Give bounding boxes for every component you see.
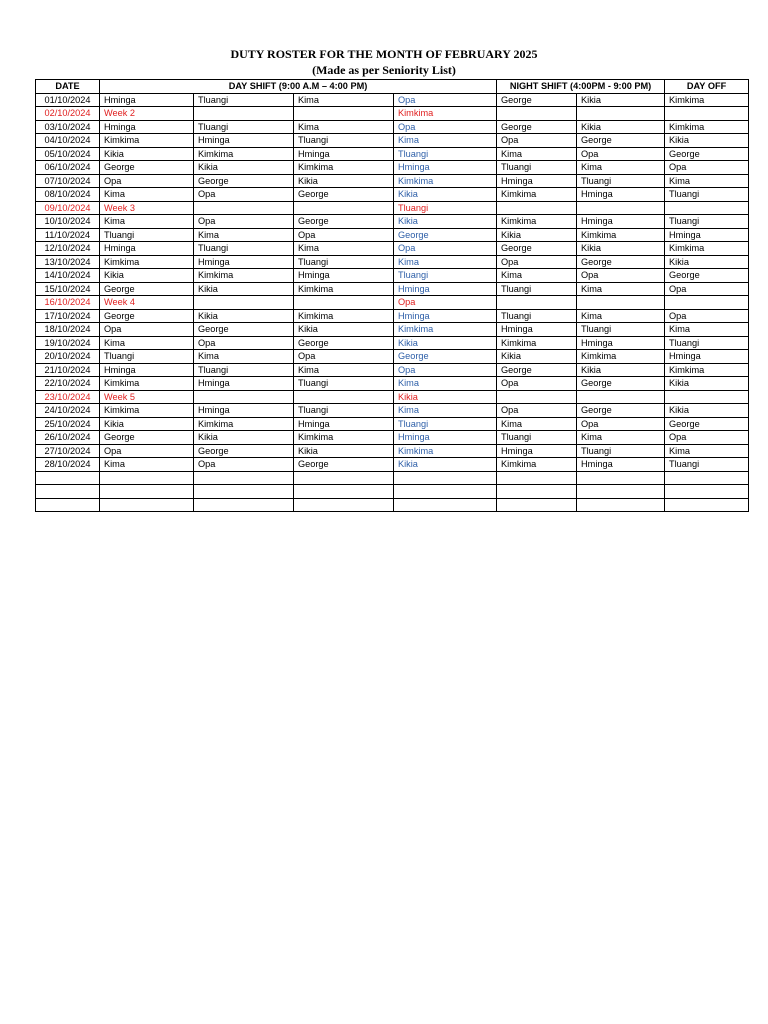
- day-shift-cell-1: Hminga: [100, 93, 194, 107]
- table-row: [36, 404, 749, 418]
- night-shift-cell-2: George: [577, 134, 665, 148]
- night-shift-cell-2: Kimkima: [577, 350, 665, 364]
- day-shift-cell-4: Kikia: [394, 215, 497, 229]
- day-shift-cell-4: Kikia: [394, 336, 497, 350]
- date-cell: 06/10/2024: [36, 161, 100, 175]
- day-shift-cell-3: Kima: [294, 120, 394, 134]
- table-row: [36, 458, 749, 472]
- day-shift-cell-2: Tluangi: [194, 363, 294, 377]
- day-shift-cell-4: Kima: [394, 404, 497, 418]
- date-cell: 24/10/2024: [36, 404, 100, 418]
- day-shift-cell-3: [294, 296, 394, 310]
- day-shift-cell-2: Kimkima: [194, 147, 294, 161]
- day-shift-cell-1: [100, 471, 194, 485]
- date-cell: 22/10/2024: [36, 377, 100, 391]
- day-off-cell: Tluangi: [665, 336, 749, 350]
- date-cell: 03/10/2024: [36, 120, 100, 134]
- day-shift-cell-3: Hminga: [294, 417, 394, 431]
- date-cell: 26/10/2024: [36, 431, 100, 445]
- night-shift-cell-2: Kikia: [577, 363, 665, 377]
- day-shift-cell-4: [394, 498, 497, 512]
- day-shift-cell-1: George: [100, 309, 194, 323]
- day-shift-cell-3: Kimkima: [294, 161, 394, 175]
- day-shift-cell-3: Tluangi: [294, 377, 394, 391]
- table-row: [36, 147, 749, 161]
- day-shift-cell-2: Hminga: [194, 404, 294, 418]
- date-cell: 12/10/2024: [36, 242, 100, 256]
- day-shift-cell-4: Hminga: [394, 309, 497, 323]
- day-shift-cell-2: Kikia: [194, 282, 294, 296]
- table-row: [36, 350, 749, 364]
- night-shift-cell-1: Kima: [497, 269, 577, 283]
- night-shift-cell-1: Tluangi: [497, 161, 577, 175]
- day-off-cell: Kikia: [665, 377, 749, 391]
- night-shift-cell-1: Hminga: [497, 323, 577, 337]
- day-shift-cell-3: George: [294, 336, 394, 350]
- night-shift-cell-1: Tluangi: [497, 282, 577, 296]
- day-off-cell: Kimkima: [665, 363, 749, 377]
- day-shift-cell-3: Tluangi: [294, 404, 394, 418]
- date-cell: 07/10/2024: [36, 174, 100, 188]
- table-row: [36, 242, 749, 256]
- day-shift-cell-2: Hminga: [194, 134, 294, 148]
- day-shift-cell-4: Opa: [394, 296, 497, 310]
- day-shift-cell-3: Tluangi: [294, 134, 394, 148]
- table-row: [36, 107, 749, 121]
- day-shift-cell-1: Kima: [100, 458, 194, 472]
- night-shift-cell-1: Kimkima: [497, 188, 577, 202]
- day-shift-cell-1: Week 5: [100, 390, 194, 404]
- day-off-cell: [665, 201, 749, 215]
- day-shift-cell-2: Hminga: [194, 377, 294, 391]
- night-shift-cell-1: [497, 485, 577, 499]
- day-shift-cell-3: [294, 498, 394, 512]
- night-shift-cell-2: Hminga: [577, 336, 665, 350]
- date-cell: [36, 498, 100, 512]
- day-shift-cell-1: George: [100, 431, 194, 445]
- day-shift-cell-4: Hminga: [394, 161, 497, 175]
- night-shift-cell-1: Opa: [497, 134, 577, 148]
- table-row: [36, 255, 749, 269]
- roster-body: [36, 93, 749, 512]
- day-shift-cell-3: Kima: [294, 93, 394, 107]
- day-off-cell: [665, 107, 749, 121]
- night-shift-cell-2: Tluangi: [577, 444, 665, 458]
- table-row: [36, 174, 749, 188]
- day-shift-cell-3: Hminga: [294, 147, 394, 161]
- day-shift-cell-3: [294, 471, 394, 485]
- day-shift-cell-2: Kikia: [194, 161, 294, 175]
- night-shift-cell-2: [577, 498, 665, 512]
- day-off-cell: Tluangi: [665, 215, 749, 229]
- night-shift-cell-1: Kimkima: [497, 336, 577, 350]
- day-shift-cell-3: Tluangi: [294, 255, 394, 269]
- table-row: [36, 390, 749, 404]
- day-shift-cell-4: Tluangi: [394, 201, 497, 215]
- date-cell: [36, 471, 100, 485]
- table-row: [36, 161, 749, 175]
- night-shift-cell-2: Hminga: [577, 215, 665, 229]
- day-off-cell: Kimkima: [665, 242, 749, 256]
- day-shift-cell-4: Kima: [394, 134, 497, 148]
- day-shift-cell-3: [294, 201, 394, 215]
- night-shift-cell-1: [497, 390, 577, 404]
- night-shift-cell-2: George: [577, 377, 665, 391]
- day-shift-cell-1: Opa: [100, 444, 194, 458]
- table-row: [36, 120, 749, 134]
- day-shift-cell-4: Tluangi: [394, 269, 497, 283]
- date-cell: 04/10/2024: [36, 134, 100, 148]
- table-row: [36, 363, 749, 377]
- day-shift-cell-3: George: [294, 458, 394, 472]
- date-cell: 10/10/2024: [36, 215, 100, 229]
- day-shift-cell-3: Kima: [294, 242, 394, 256]
- night-shift-cell-1: Kikia: [497, 228, 577, 242]
- day-shift-cell-1: Kima: [100, 188, 194, 202]
- day-shift-cell-3: Hminga: [294, 269, 394, 283]
- night-shift-cell-2: [577, 296, 665, 310]
- day-shift-cell-2: Kikia: [194, 431, 294, 445]
- duty-roster-table: [35, 79, 749, 512]
- day-off-cell: Kikia: [665, 134, 749, 148]
- table-row: [36, 444, 749, 458]
- date-cell: 19/10/2024: [36, 336, 100, 350]
- document-title: DUTY ROSTER FOR THE MONTH OF FEBRUARY 2025: [230, 47, 538, 61]
- day-shift-cell-4: Kimkima: [394, 174, 497, 188]
- header-day-shift: DAY SHIFT (9:00 A.M – 4:00 PM): [100, 80, 497, 94]
- night-shift-cell-1: George: [497, 93, 577, 107]
- day-shift-cell-2: Hminga: [194, 255, 294, 269]
- day-off-cell: Kimkima: [665, 93, 749, 107]
- night-shift-cell-1: Kima: [497, 147, 577, 161]
- day-shift-cell-3: [294, 485, 394, 499]
- date-cell: 17/10/2024: [36, 309, 100, 323]
- day-shift-cell-1: Hminga: [100, 120, 194, 134]
- date-cell: 09/10/2024: [36, 201, 100, 215]
- night-shift-cell-2: Kima: [577, 282, 665, 296]
- night-shift-cell-2: Tluangi: [577, 323, 665, 337]
- day-shift-cell-4: Tluangi: [394, 417, 497, 431]
- day-shift-cell-4: Kikia: [394, 188, 497, 202]
- header-row: [36, 80, 749, 94]
- day-shift-cell-1: Week 4: [100, 296, 194, 310]
- day-off-cell: Hminga: [665, 228, 749, 242]
- day-shift-cell-2: Kima: [194, 228, 294, 242]
- day-shift-cell-3: Opa: [294, 228, 394, 242]
- date-cell: 05/10/2024: [36, 147, 100, 161]
- day-shift-cell-2: Kimkima: [194, 417, 294, 431]
- table-row: [36, 188, 749, 202]
- day-shift-cell-4: Kima: [394, 377, 497, 391]
- night-shift-cell-1: Kima: [497, 417, 577, 431]
- document-subtitle: (Made as per Seniority List): [312, 63, 456, 77]
- night-shift-cell-2: [577, 201, 665, 215]
- night-shift-cell-2: [577, 390, 665, 404]
- night-shift-cell-1: Hminga: [497, 444, 577, 458]
- table-row: [36, 498, 749, 512]
- night-shift-cell-1: [497, 201, 577, 215]
- day-shift-cell-1: Tluangi: [100, 228, 194, 242]
- day-shift-cell-2: Opa: [194, 458, 294, 472]
- day-off-cell: Kikia: [665, 255, 749, 269]
- table-row: [36, 377, 749, 391]
- day-shift-cell-4: George: [394, 228, 497, 242]
- date-cell: 20/10/2024: [36, 350, 100, 364]
- night-shift-cell-2: Kima: [577, 309, 665, 323]
- day-shift-cell-2: Tluangi: [194, 120, 294, 134]
- day-shift-cell-3: George: [294, 215, 394, 229]
- day-off-cell: George: [665, 147, 749, 161]
- day-shift-cell-4: Kimkima: [394, 107, 497, 121]
- table-row: [36, 485, 749, 499]
- day-shift-cell-4: Tluangi: [394, 147, 497, 161]
- day-shift-cell-2: George: [194, 444, 294, 458]
- date-cell: 18/10/2024: [36, 323, 100, 337]
- day-shift-cell-1: George: [100, 282, 194, 296]
- day-shift-cell-1: Kima: [100, 336, 194, 350]
- night-shift-cell-2: Tluangi: [577, 174, 665, 188]
- day-shift-cell-2: Opa: [194, 215, 294, 229]
- day-off-cell: [665, 471, 749, 485]
- day-shift-cell-2: [194, 471, 294, 485]
- day-shift-cell-1: Kimkima: [100, 255, 194, 269]
- date-cell: 02/10/2024: [36, 107, 100, 121]
- day-shift-cell-2: [194, 485, 294, 499]
- night-shift-cell-2: Kima: [577, 161, 665, 175]
- day-off-cell: [665, 296, 749, 310]
- day-off-cell: George: [665, 269, 749, 283]
- night-shift-cell-2: Opa: [577, 269, 665, 283]
- day-shift-cell-1: Hminga: [100, 363, 194, 377]
- night-shift-cell-1: Opa: [497, 377, 577, 391]
- day-off-cell: Kimkima: [665, 120, 749, 134]
- day-shift-cell-4: Hminga: [394, 282, 497, 296]
- day-shift-cell-1: Week 2: [100, 107, 194, 121]
- day-shift-cell-3: Kikia: [294, 174, 394, 188]
- day-shift-cell-1: George: [100, 161, 194, 175]
- day-shift-cell-3: Kimkima: [294, 282, 394, 296]
- day-shift-cell-3: [294, 390, 394, 404]
- day-shift-cell-4: Kima: [394, 255, 497, 269]
- table-row: [36, 431, 749, 445]
- table-row: [36, 471, 749, 485]
- table-row: [36, 296, 749, 310]
- night-shift-cell-1: Opa: [497, 255, 577, 269]
- day-off-cell: Kima: [665, 444, 749, 458]
- day-shift-cell-1: Kimkima: [100, 134, 194, 148]
- day-shift-cell-2: Tluangi: [194, 242, 294, 256]
- day-shift-cell-4: Hminga: [394, 431, 497, 445]
- day-off-cell: George: [665, 417, 749, 431]
- table-row: [36, 269, 749, 283]
- day-shift-cell-4: [394, 471, 497, 485]
- table-row: [36, 417, 749, 431]
- night-shift-cell-2: Opa: [577, 147, 665, 161]
- day-shift-cell-3: Kikia: [294, 444, 394, 458]
- night-shift-cell-1: Kimkima: [497, 458, 577, 472]
- day-shift-cell-4: Opa: [394, 120, 497, 134]
- date-cell: 16/10/2024: [36, 296, 100, 310]
- day-shift-cell-4: Opa: [394, 242, 497, 256]
- day-shift-cell-2: Kikia: [194, 309, 294, 323]
- day-shift-cell-1: [100, 498, 194, 512]
- night-shift-cell-1: Tluangi: [497, 309, 577, 323]
- day-shift-cell-1: Kimkima: [100, 404, 194, 418]
- day-shift-cell-1: Opa: [100, 323, 194, 337]
- day-shift-cell-2: [194, 201, 294, 215]
- day-shift-cell-1: Tluangi: [100, 350, 194, 364]
- day-shift-cell-4: Kikia: [394, 390, 497, 404]
- date-cell: 21/10/2024: [36, 363, 100, 377]
- night-shift-cell-1: Tluangi: [497, 431, 577, 445]
- night-shift-cell-2: Hminga: [577, 188, 665, 202]
- date-cell: 13/10/2024: [36, 255, 100, 269]
- night-shift-cell-2: Kima: [577, 431, 665, 445]
- day-off-cell: Tluangi: [665, 188, 749, 202]
- night-shift-cell-1: Kikia: [497, 350, 577, 364]
- day-off-cell: [665, 485, 749, 499]
- date-cell: 28/10/2024: [36, 458, 100, 472]
- day-off-cell: Opa: [665, 161, 749, 175]
- night-shift-cell-1: George: [497, 363, 577, 377]
- night-shift-cell-2: [577, 485, 665, 499]
- day-off-cell: [665, 390, 749, 404]
- date-cell: 15/10/2024: [36, 282, 100, 296]
- night-shift-cell-2: Kikia: [577, 120, 665, 134]
- day-off-cell: Tluangi: [665, 458, 749, 472]
- night-shift-cell-2: Kimkima: [577, 228, 665, 242]
- day-shift-cell-1: Kikia: [100, 417, 194, 431]
- night-shift-cell-1: [497, 471, 577, 485]
- date-cell: 08/10/2024: [36, 188, 100, 202]
- day-off-cell: Opa: [665, 282, 749, 296]
- day-off-cell: Kikia: [665, 404, 749, 418]
- day-shift-cell-2: [194, 107, 294, 121]
- day-off-cell: Opa: [665, 309, 749, 323]
- date-cell: [36, 485, 100, 499]
- day-off-cell: Kima: [665, 323, 749, 337]
- day-shift-cell-3: Kimkima: [294, 309, 394, 323]
- night-shift-cell-2: George: [577, 255, 665, 269]
- night-shift-cell-1: [497, 107, 577, 121]
- table-row: [36, 201, 749, 215]
- day-shift-cell-3: [294, 107, 394, 121]
- day-shift-cell-1: Week 3: [100, 201, 194, 215]
- date-cell: 11/10/2024: [36, 228, 100, 242]
- table-row: [36, 215, 749, 229]
- night-shift-cell-2: Opa: [577, 417, 665, 431]
- day-shift-cell-2: [194, 390, 294, 404]
- night-shift-cell-1: George: [497, 242, 577, 256]
- table-row: [36, 323, 749, 337]
- day-shift-cell-2: Kima: [194, 350, 294, 364]
- day-off-cell: [665, 498, 749, 512]
- day-off-cell: Opa: [665, 431, 749, 445]
- day-shift-cell-2: Tluangi: [194, 93, 294, 107]
- day-shift-cell-1: Kimkima: [100, 377, 194, 391]
- night-shift-cell-1: Opa: [497, 404, 577, 418]
- day-shift-cell-2: Opa: [194, 188, 294, 202]
- day-shift-cell-4: George: [394, 350, 497, 364]
- day-off-cell: Hminga: [665, 350, 749, 364]
- day-shift-cell-1: Kikia: [100, 269, 194, 283]
- night-shift-cell-1: [497, 498, 577, 512]
- date-cell: 27/10/2024: [36, 444, 100, 458]
- day-shift-cell-2: Opa: [194, 336, 294, 350]
- table-row: [36, 134, 749, 148]
- date-cell: 14/10/2024: [36, 269, 100, 283]
- day-shift-cell-4: Opa: [394, 363, 497, 377]
- day-shift-cell-4: Kikia: [394, 458, 497, 472]
- night-shift-cell-2: [577, 471, 665, 485]
- day-shift-cell-2: George: [194, 323, 294, 337]
- day-shift-cell-4: [394, 485, 497, 499]
- night-shift-cell-2: Kikia: [577, 93, 665, 107]
- table-row: [36, 336, 749, 350]
- day-shift-cell-1: Opa: [100, 174, 194, 188]
- night-shift-cell-1: [497, 296, 577, 310]
- day-shift-cell-1: [100, 485, 194, 499]
- day-shift-cell-3: Opa: [294, 350, 394, 364]
- night-shift-cell-1: George: [497, 120, 577, 134]
- day-shift-cell-1: Kima: [100, 215, 194, 229]
- day-shift-cell-3: George: [294, 188, 394, 202]
- night-shift-cell-2: Kikia: [577, 242, 665, 256]
- night-shift-cell-1: Kimkima: [497, 215, 577, 229]
- table-row: [36, 228, 749, 242]
- header-date: DATE: [36, 80, 100, 94]
- day-shift-cell-3: Kikia: [294, 323, 394, 337]
- night-shift-cell-2: [577, 107, 665, 121]
- day-shift-cell-2: [194, 296, 294, 310]
- night-shift-cell-2: George: [577, 404, 665, 418]
- day-shift-cell-3: Kima: [294, 363, 394, 377]
- date-cell: 01/10/2024: [36, 93, 100, 107]
- day-shift-cell-1: Kikia: [100, 147, 194, 161]
- day-shift-cell-4: Kimkima: [394, 444, 497, 458]
- table-row: [36, 309, 749, 323]
- table-row: [36, 93, 749, 107]
- date-cell: 25/10/2024: [36, 417, 100, 431]
- day-off-cell: Kima: [665, 174, 749, 188]
- header-night-shift: NIGHT SHIFT (4:00PM - 9:00 PM): [497, 80, 665, 94]
- day-shift-cell-3: Kimkima: [294, 431, 394, 445]
- day-shift-cell-1: Hminga: [100, 242, 194, 256]
- table-row: [36, 282, 749, 296]
- day-shift-cell-2: Kimkima: [194, 269, 294, 283]
- night-shift-cell-2: Hminga: [577, 458, 665, 472]
- night-shift-cell-1: Hminga: [497, 174, 577, 188]
- header-day-off: DAY OFF: [665, 80, 749, 94]
- day-shift-cell-2: George: [194, 174, 294, 188]
- day-shift-cell-4: Kimkima: [394, 323, 497, 337]
- day-shift-cell-4: Opa: [394, 93, 497, 107]
- day-shift-cell-2: [194, 498, 294, 512]
- date-cell: 23/10/2024: [36, 390, 100, 404]
